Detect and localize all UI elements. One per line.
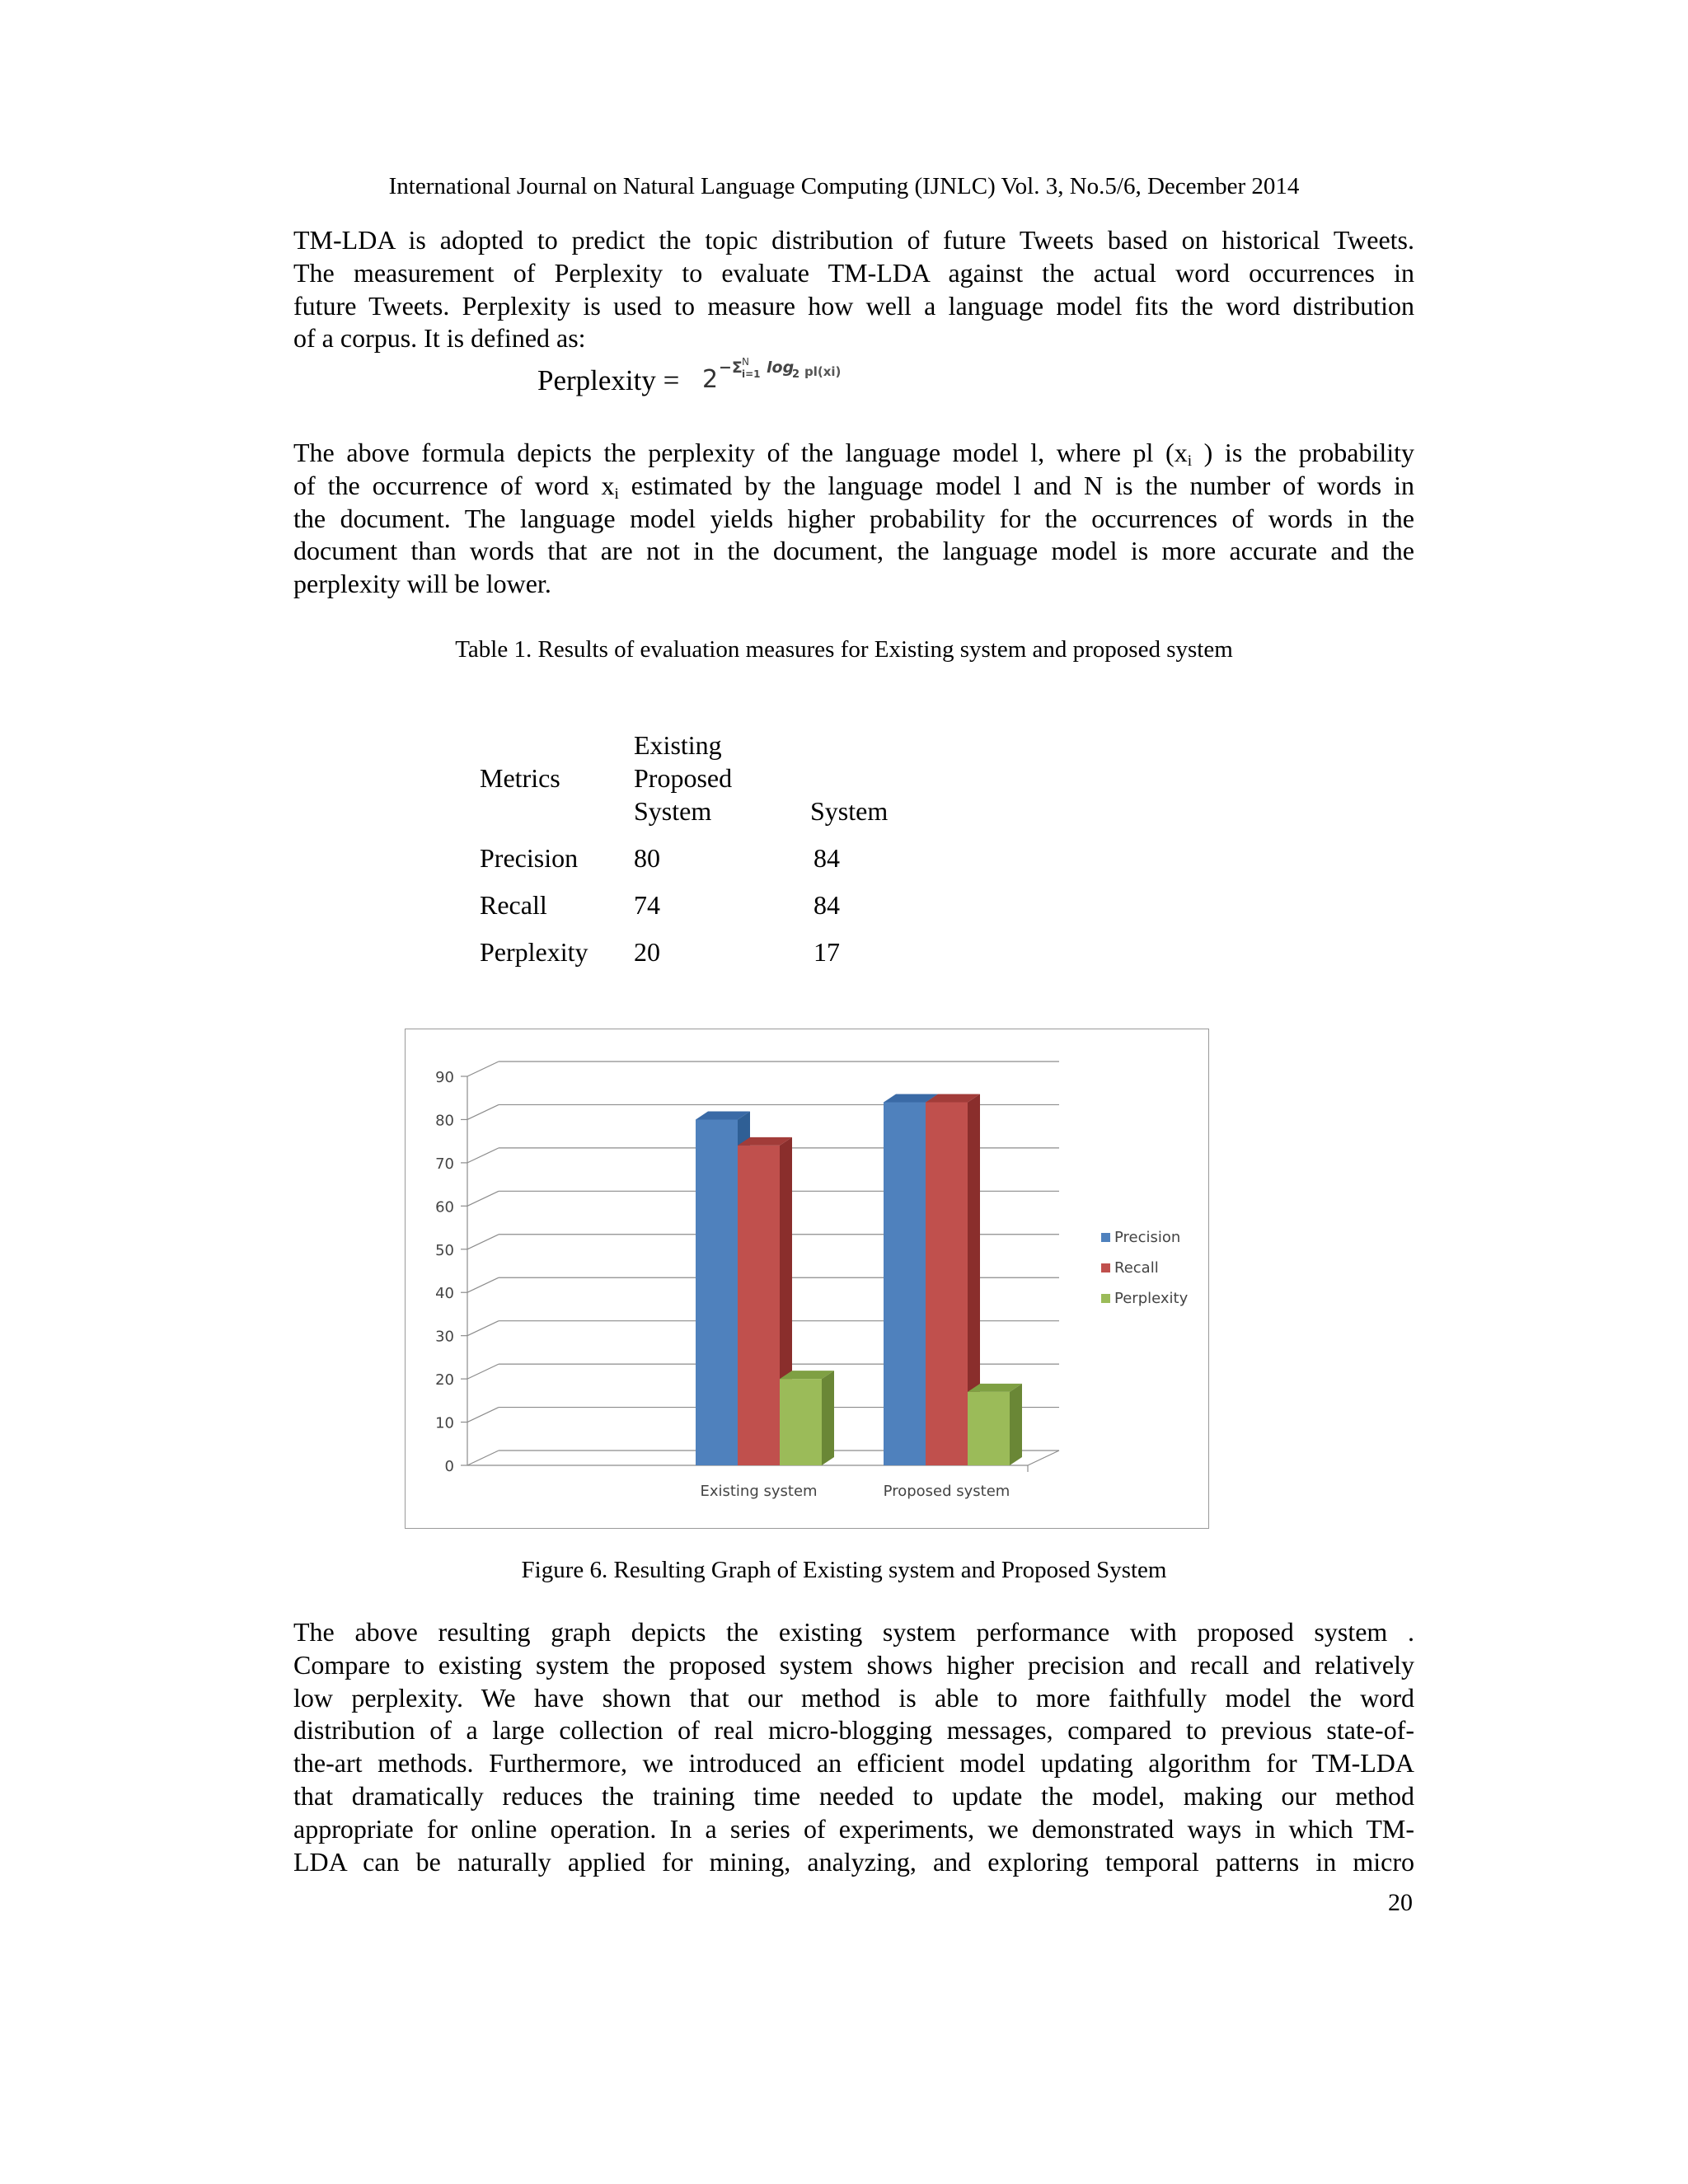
- gridline-side: [467, 1451, 499, 1465]
- formula-sum-bottom: i=1: [742, 368, 761, 380]
- y-tick-label: 80: [435, 1112, 454, 1130]
- gridline-side: [467, 1104, 499, 1119]
- table-header-existing: Existing: [634, 730, 722, 760]
- bar-recall: [738, 1146, 780, 1465]
- legend-label: Precision: [1114, 1229, 1181, 1246]
- formula-log-sub: 2: [792, 368, 800, 381]
- table-header-system-2: System: [810, 796, 889, 826]
- y-tick-label: 90: [435, 1069, 454, 1086]
- text-line: the-art methods. Furthermore, we introduced an efficient model updating algorithm for TM-LDA: [293, 1748, 1414, 1779]
- chart-frame: [405, 1029, 1209, 1529]
- text-line: document than words that are not in the document, the language model is more accurate and the: [293, 536, 1414, 566]
- table-cell-proposed: 84: [814, 890, 840, 920]
- legend-swatch: [1101, 1233, 1110, 1242]
- y-tick-label: 0: [444, 1458, 454, 1475]
- legend-label: Perplexity: [1114, 1290, 1189, 1307]
- table-cell-proposed: 17: [814, 937, 840, 967]
- text-line: The above resulting graph depicts the existing system performance with proposed system .: [293, 1617, 1414, 1647]
- table-caption: Table 1. Results of evaluation measures for Existing system and proposed system: [455, 636, 1233, 663]
- text-line: The above formula depicts the perplexity of the language model l, where pl ($x_i$ ) is the probability: [293, 438, 1415, 470]
- table-cell-metric: Precision: [480, 843, 579, 873]
- gridline-side: [467, 1277, 499, 1292]
- bar-side: [1010, 1384, 1022, 1465]
- table-cell-existing: 20: [634, 937, 660, 967]
- legend-swatch: [1101, 1294, 1110, 1303]
- gridline-side: [467, 1062, 499, 1076]
- gridline-side: [467, 1148, 499, 1163]
- text-line: TM-LDA is adopted to predict the topic distribution of future Tweets based on historical Tweets.: [293, 225, 1414, 255]
- paragraph-conclusion: [293, 1616, 1414, 1878]
- table-header-proposed: Proposed: [634, 763, 733, 793]
- bar-perplexity: [780, 1379, 822, 1465]
- y-tick-label: 70: [435, 1155, 454, 1173]
- bar-perplexity: [968, 1392, 1010, 1465]
- perplexity-formula: [701, 354, 882, 391]
- bar-chart: [406, 1029, 1208, 1527]
- text-line: distribution of a large collection of real micro-blogging messages, compared to previous state-of-: [293, 1715, 1414, 1746]
- text-line: appropriate for online operation. In a series of experiments, we demonstrated ways in which TM-: [293, 1813, 1414, 1844]
- text-line: that dramatically reduces the training time needed to update the model, making our method: [293, 1780, 1414, 1811]
- formula-label: Perplexity =: [537, 364, 680, 396]
- page-number: 20: [1388, 1889, 1413, 1916]
- formula-log: log: [767, 359, 795, 377]
- y-tick-label: 10: [435, 1414, 454, 1432]
- legend-label: Recall: [1114, 1259, 1159, 1277]
- text-line: of the occurrence of word $x_i$ estimated by the language model l and N is the number of words in: [293, 470, 1415, 503]
- y-tick-label: 60: [435, 1198, 454, 1216]
- bar-precision: [884, 1102, 926, 1465]
- formula-sum-top: N: [742, 356, 749, 368]
- text-line: LDA can be naturally applied for mining, analyzing, and exploring temporal patterns in micro: [293, 1846, 1414, 1877]
- y-tick-label: 50: [435, 1241, 454, 1259]
- paragraph-intro: [293, 224, 1414, 355]
- text-line: Compare to existing system the proposed system shows higher precision and recall and relatively: [293, 1649, 1414, 1680]
- table-cell-proposed: 84: [814, 843, 840, 873]
- table-cell-existing: 74: [634, 890, 660, 920]
- x-tick-label: Proposed system: [883, 1483, 1010, 1500]
- text-line: low perplexity. We have shown that our method is able to more faithfully model the word: [293, 1682, 1414, 1713]
- table-header-metrics: Metrics: [480, 763, 560, 793]
- paragraph-formula-explanation: [293, 437, 1414, 601]
- gridline-side: [467, 1191, 499, 1206]
- bar-recall: [926, 1102, 968, 1465]
- figure-caption: Figure 6. Resulting Graph of Existing system and Proposed System: [521, 1557, 1167, 1583]
- y-tick-label: 40: [435, 1285, 454, 1303]
- formula-base: 2: [702, 365, 719, 391]
- legend-swatch: [1101, 1263, 1110, 1272]
- table-cell-existing: 80: [634, 843, 660, 873]
- bar-side: [822, 1371, 834, 1465]
- text-line: of a corpus. It is defined as:: [293, 323, 586, 354]
- bar-precision: [696, 1119, 738, 1465]
- formula-arg: pl(xi): [804, 364, 842, 379]
- table-header-system: System: [634, 796, 712, 826]
- text-line: perplexity will be lower.: [293, 569, 551, 599]
- gridline-side: [467, 1408, 499, 1422]
- gridline-side: [467, 1235, 499, 1249]
- text-line: The measurement of Perplexity to evaluate TM-LDA against the actual word occurrences in: [293, 257, 1414, 288]
- gridline-side: [467, 1321, 499, 1336]
- table-cell-metric: Recall: [480, 890, 547, 920]
- table-cell-metric: Perplexity: [480, 937, 588, 967]
- formula-minus-sum: −Σ: [719, 359, 743, 377]
- y-tick-label: 20: [435, 1371, 454, 1390]
- y-tick-label: 30: [435, 1328, 454, 1346]
- text-line: future Tweets. Perplexity is used to measure how well a language model fits the word distribution: [293, 290, 1414, 321]
- running-header: International Journal on Natural Language Computing (IJNLC) Vol. 3, No.5/6, December 2014: [388, 173, 1300, 199]
- x-tick-label: Existing system: [700, 1483, 818, 1500]
- floor-edge: [1028, 1451, 1059, 1465]
- gridline-side: [467, 1364, 499, 1379]
- text-line: the document. The language model yields higher probability for the occurrences of words in the: [293, 503, 1414, 533]
